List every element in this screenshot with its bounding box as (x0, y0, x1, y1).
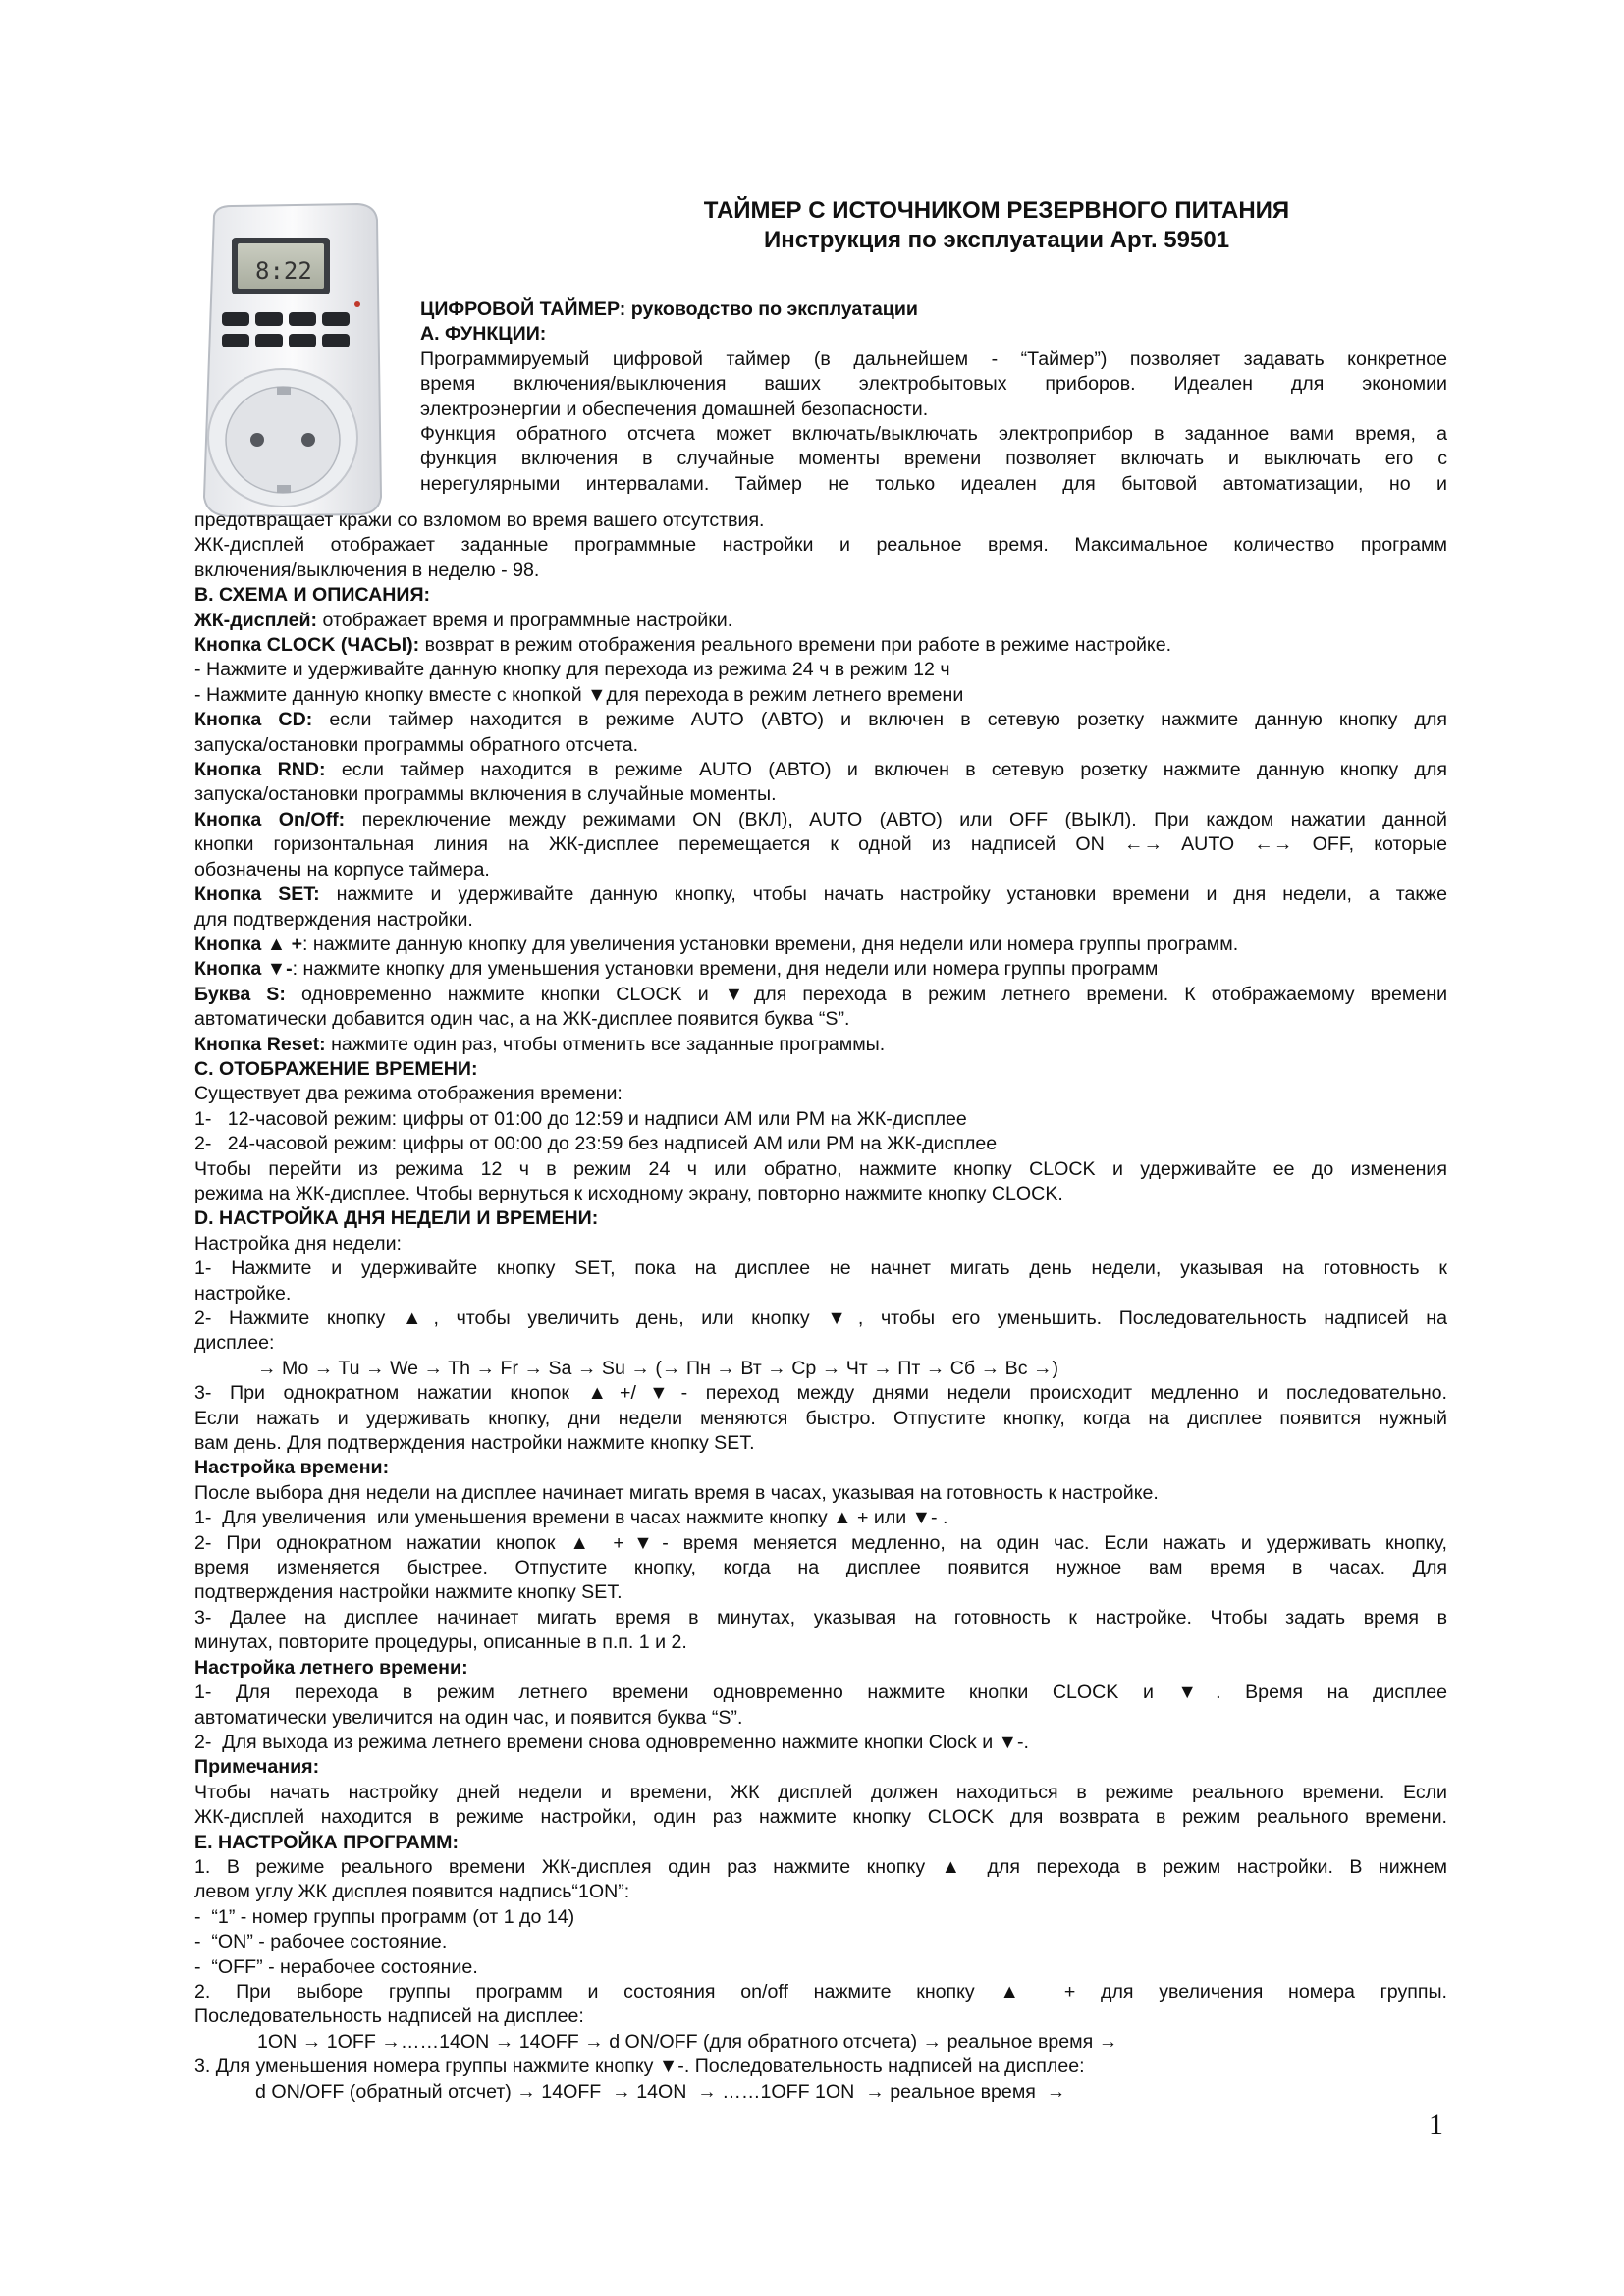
timer-socket-icon (192, 202, 385, 520)
line-text: автоматически увеличится на один час, и появится буква “S”. (194, 1706, 743, 1729)
line-text: - “OFF” - нерабочее состояние. (194, 1955, 478, 1978)
section-heading (194, 1831, 1447, 1855)
text-line (194, 1307, 1447, 1331)
section-heading (194, 583, 1447, 608)
line-text: 1- Для увеличения или уменьшения времени в часах нажмите кнопку ▲ + или ▼- . (194, 1507, 948, 1529)
line-text: отображает время и программные настройки. (322, 609, 733, 631)
line-text: вам день. Для подтверждения настройки нажмите кнопку SET. (194, 1432, 755, 1455)
text-line (194, 559, 1447, 583)
section-heading (194, 1456, 1447, 1480)
text-line (194, 683, 1447, 708)
text-line (194, 1282, 1447, 1307)
text-line (194, 2004, 1447, 2029)
term-label: Кнопка SET: (194, 883, 320, 906)
text-line (194, 1930, 1447, 1954)
intro-block (420, 297, 1447, 497)
text-line: функция включения в случайные моменты времени позволяет включать и выключать его с (420, 448, 1447, 470)
text-line (194, 1107, 1447, 1132)
line-text: ЖК-дисплей отображает заданные программные настройки и реальное время. Максимальное количество программ (194, 534, 1447, 557)
text-line (194, 2030, 1447, 2055)
line-text: 2- При однократном нажатии кнопок ▲ +▼- время меняется медленно, на один час. Если нажать и удерживать кнопку, (194, 1531, 1447, 1554)
text-line (194, 1082, 1447, 1106)
line-text: если таймер находится в режиме AUTO (АВТО) и включен в сетевую розетку нажмите данную кнопку для (341, 759, 1447, 781)
line-text: - Нажмите и удерживайте данную кнопку для перехода из режима 24 ч в режим 12 ч (194, 659, 950, 681)
text-line: нерегулярными интервалами. Таймер не только идеален для бытовой автоматизации, но и (420, 472, 1447, 495)
line-text: запуска/остановки программы включения в случайные моменты. (194, 783, 777, 806)
term-label: Кнопка ▼- (194, 958, 293, 981)
line-text: → Mo → Tu → We → Th → Fr → Sa → Su → (→ Пн → Вт → Ср → Чт → Пт → Сб → Вс →) (257, 1357, 1059, 1379)
line-text: E. НАСТРОЙКА ПРОГРАММ: (194, 1831, 459, 1853)
section-a-heading: А. ФУНКЦИИ: (420, 323, 547, 346)
line-text: 1ON → 1OFF →……14ON → 14OFF → d ON/OFF (для обратного отсчета) → реальное время → (257, 2030, 1118, 2053)
text-line (194, 1531, 1447, 1556)
term-label: Кнопка On/Off: (194, 808, 346, 830)
document-body (194, 508, 1447, 2105)
line-text: Чтобы начать настройку дней недели и времени, ЖК дисплей должен находиться в режиме реального времени. Если (194, 1781, 1447, 1803)
line-text: 3. Для уменьшения номера группы нажмите кнопку ▼-. Последовательность надписей на дисплее: (194, 2056, 1085, 2078)
line-text: нажмите и удерживайте данную кнопку, чтобы начать настройку установки времени и дня недели, а также (336, 883, 1447, 906)
line-text: Настройка летнего времени: (194, 1656, 468, 1679)
line-text: 2- Нажмите кнопку ▲, чтобы увеличить день, или кнопку ▼, чтобы его уменьшить. Последовательность надписей на (194, 1308, 1447, 1329)
text-line (194, 1506, 1447, 1530)
line-text: Если нажать и удерживать кнопку, дни недели меняются быстро. Отпустите кнопку, когда на дисплее появится нужный (194, 1407, 1447, 1429)
text-line (194, 1905, 1447, 1930)
text-line (194, 858, 1447, 882)
text-line (194, 758, 1447, 782)
section-heading (194, 1057, 1447, 1082)
text-line (194, 933, 1447, 957)
document-title: ТАЙМЕР С ИСТОЧНИКОМ РЕЗЕРВНОГО ПИТАНИЯ (703, 197, 1290, 224)
line-text: дисплее: (194, 1332, 275, 1355)
line-text: : нажмите данную кнопку для увеличения установки времени, дня недели или номера группы программ. (302, 933, 1239, 955)
page-number: 1 (1429, 2109, 1443, 2141)
line-text: запуска/остановки программы обратного отсчета. (194, 733, 639, 756)
line-text: режима на ЖК-дисплее. Чтобы вернуться к исходному экрану, повторно нажмите кнопку CLOCK. (194, 1182, 1063, 1204)
text-line (194, 1157, 1447, 1182)
text-line (194, 1706, 1447, 1731)
text-line (194, 2055, 1447, 2079)
line-text: кнопки горизонтальная линия на ЖК-дисплее перемещается к одной из надписей ON ←→ AUTO ←→ OFF, которые (194, 833, 1447, 856)
line-text: 3- Далее на дисплее начинает мигать время в минутах, указывая на готовность к настройке. Чтобы задать время в (194, 1606, 1447, 1629)
text-line (194, 957, 1447, 982)
document-header (422, 196, 1571, 255)
line-text: d ON/OFF (обратный отсчет) → 14OFF → 14ON → ……1OFF 1ON → реальное время → (255, 2080, 1066, 2103)
line-text: D. НАСТРОЙКА ДНЯ НЕДЕЛИ И ВРЕМЕНИ: (194, 1207, 599, 1230)
text-line (194, 1855, 1447, 1880)
term-label: ЖК-дисплей: (194, 609, 318, 631)
line-text: переключение между режимами ON (ВКЛ), AUTO (АВТО) или OFF (ВЫКЛ). При каждом нажатии данной (361, 808, 1447, 830)
line-text: для подтверждения настройки. (194, 908, 473, 931)
line-text: предотвращает кражи со взломом во время вашего отсутствия. (194, 509, 765, 531)
line-text: одновременно нажмите кнопки CLOCK и ▼для перехода в режим летнего времени. К отображаемому времени (300, 983, 1448, 1005)
text-line (194, 733, 1447, 758)
line-text: После выбора дня недели на дисплее начинает мигать время в часах, указывая на готовность к настройке. (194, 1481, 1159, 1504)
line-text: минутах, повторите процедуры, описанные в п.п. 1 и 2. (194, 1631, 687, 1654)
line-text: : нажмите кнопку для уменьшения установки времени, дня недели или номера группы программ (292, 958, 1159, 981)
line-text: Настройка времени: (194, 1457, 390, 1479)
line-text: - “ON” - рабочее состояние. (194, 1931, 448, 1953)
text-line (194, 1431, 1447, 1456)
text-line: время включения/выключения ваших электробытовых приборов. Идеален для экономии (420, 373, 1447, 396)
term-label: Кнопка CD: (194, 709, 313, 731)
line-text: Чтобы перейти из режима 12 ч в режим 24 ч или обратно, нажмите кнопку CLOCK и удерживайте ее до изменения (194, 1157, 1447, 1180)
line-text: Примечания: (194, 1756, 320, 1779)
text-line (194, 1580, 1447, 1605)
line-text: 1. В режиме реального времени ЖК-дисплея один раз нажмите кнопку ▲ для перехода в режим настройки. В нижнем (194, 1855, 1447, 1878)
line-text: Настройка дня недели: (194, 1232, 402, 1255)
text-line (194, 633, 1447, 658)
text-line (194, 1781, 1447, 1805)
text-line (194, 508, 1447, 533)
text-line (194, 882, 1447, 907)
text-line (194, 908, 1447, 933)
text-line (194, 1256, 1447, 1281)
line-text: нажмите один раз, чтобы отменить все заданные программы. (331, 1033, 886, 1055)
text-line (194, 609, 1447, 633)
line-text: автоматически добавится один час, а на ЖК-дисплее появится буква “S”. (194, 1008, 850, 1031)
text-line (194, 2080, 1447, 2105)
text-line (194, 1182, 1447, 1206)
text-line (194, 1481, 1447, 1506)
line-text: 1- Нажмите и удерживайте кнопку SET, пока на дисплее не начнет мигать день недели, указывая на готовность к (194, 1257, 1447, 1280)
text-line (194, 708, 1447, 732)
text-line (194, 1007, 1447, 1032)
section-heading (194, 1755, 1447, 1780)
line-text: 2. При выборе группы программ и состояния on/off нажмите кнопку ▲ + для увеличения номера группы. (194, 1980, 1447, 2002)
line-text: включения/выключения в неделю - 98. (194, 559, 540, 581)
text-line (194, 1331, 1447, 1356)
text-line (194, 1033, 1447, 1057)
intro-heading: ЦИФРОВОЙ ТАЙМЕР: руководство по эксплуатации (420, 298, 918, 320)
document-subtitle: Инструкция по эксплуатации Арт. 59501 (763, 227, 1230, 253)
text-line (194, 1630, 1447, 1655)
text-line (194, 658, 1447, 682)
text-line (194, 1556, 1447, 1580)
line-text: время изменяется быстрее. Отпустите кнопку, когда на дисплее появится нужное вам время в часах. Для (194, 1557, 1447, 1579)
lcd-display-text: 8:22 (255, 257, 312, 285)
line-text: C. ОТОБРАЖЕНИЕ ВРЕМЕНИ: (194, 1057, 478, 1080)
text-line (194, 1955, 1447, 1980)
line-text: возврат в режим отображения реального времени при работе в режиме настройке. (424, 634, 1172, 657)
text-line (194, 1381, 1447, 1406)
line-text: 1- 12-часовой режим: цифры от 01:00 до 12:59 и надписи AM или PM на ЖК-дисплее (194, 1107, 967, 1130)
term-label: Кнопка RND: (194, 759, 326, 781)
text-line (194, 782, 1447, 807)
text-line (194, 1357, 1447, 1381)
line-text: - “1” - номер группы программ (от 1 до 14) (194, 1905, 575, 1928)
text-line: Функция обратного отсчета может включать/выключать электроприбор в заданное вами время, а (420, 423, 1447, 446)
term-label: Кнопка Reset: (194, 1033, 326, 1055)
text-line: электроэнергии и обеспечения домашней безопасности. (420, 398, 929, 420)
line-text: подтверждения настройки нажмите кнопку SET. (194, 1581, 623, 1604)
text-line: Программируемый цифровой таймер (в дальнейшем - “Таймер”) позволяет задавать конкретное (420, 347, 1447, 370)
line-text: ЖК-дисплей находится в режиме настройки, один раз нажмите кнопку CLOCK для возврата в режим реального времени. (194, 1806, 1447, 1829)
line-text: 2- 24-часовой режим: цифры от 00:00 до 23:59 без надписей AM или PM на ЖК-дисплее (194, 1133, 998, 1155)
text-line (194, 1731, 1447, 1755)
line-text: 1- Для перехода в режим летнего времени одновременно нажмите кнопки CLOCK и ▼. Время на дисплее (194, 1682, 1447, 1704)
text-line (194, 1880, 1447, 1904)
text-line (194, 1606, 1447, 1630)
line-text: - Нажмите данную кнопку вместе с кнопкой ▼для перехода в режим летнего времени (194, 683, 964, 706)
term-label: Кнопка CLOCK (ЧАСЫ): (194, 634, 420, 657)
section-heading (194, 1206, 1447, 1231)
text-line (194, 1681, 1447, 1705)
line-text: настройке. (194, 1282, 292, 1305)
line-text: Последовательность надписей на дисплее: (194, 2005, 584, 2028)
text-line (194, 1805, 1447, 1830)
text-line (194, 1132, 1447, 1156)
section-heading (194, 1656, 1447, 1681)
text-line (194, 1407, 1447, 1431)
line-text: левом углу ЖК дисплея появится надпись“1ON”: (194, 1881, 630, 1903)
line-text: 2- Для выхода из режима летнего времени снова одновременно нажмите кнопки Clock и ▼-. (194, 1731, 1029, 1753)
text-line (194, 808, 1447, 832)
line-text: если таймер находится в режиме AUTO (АВТО) и включен в сетевую розетку нажмите данную кнопку для (329, 709, 1447, 731)
line-text: обозначены на корпусе таймера. (194, 858, 490, 881)
term-label: Кнопка ▲ + (194, 933, 303, 955)
text-line (194, 1980, 1447, 2004)
text-line (194, 983, 1447, 1007)
line-text: 3- При однократном нажатии кнопок ▲+/▼- переход между днями недели происходит медленно и последовательно. (194, 1382, 1447, 1405)
line-text: Существует два режима отображения времени: (194, 1083, 623, 1105)
text-line (194, 1232, 1447, 1256)
term-label: Буква S: (194, 983, 286, 1005)
text-line (194, 533, 1447, 558)
text-line (194, 832, 1447, 857)
line-text: B. СХЕМА И ОПИСАНИЯ: (194, 584, 431, 607)
